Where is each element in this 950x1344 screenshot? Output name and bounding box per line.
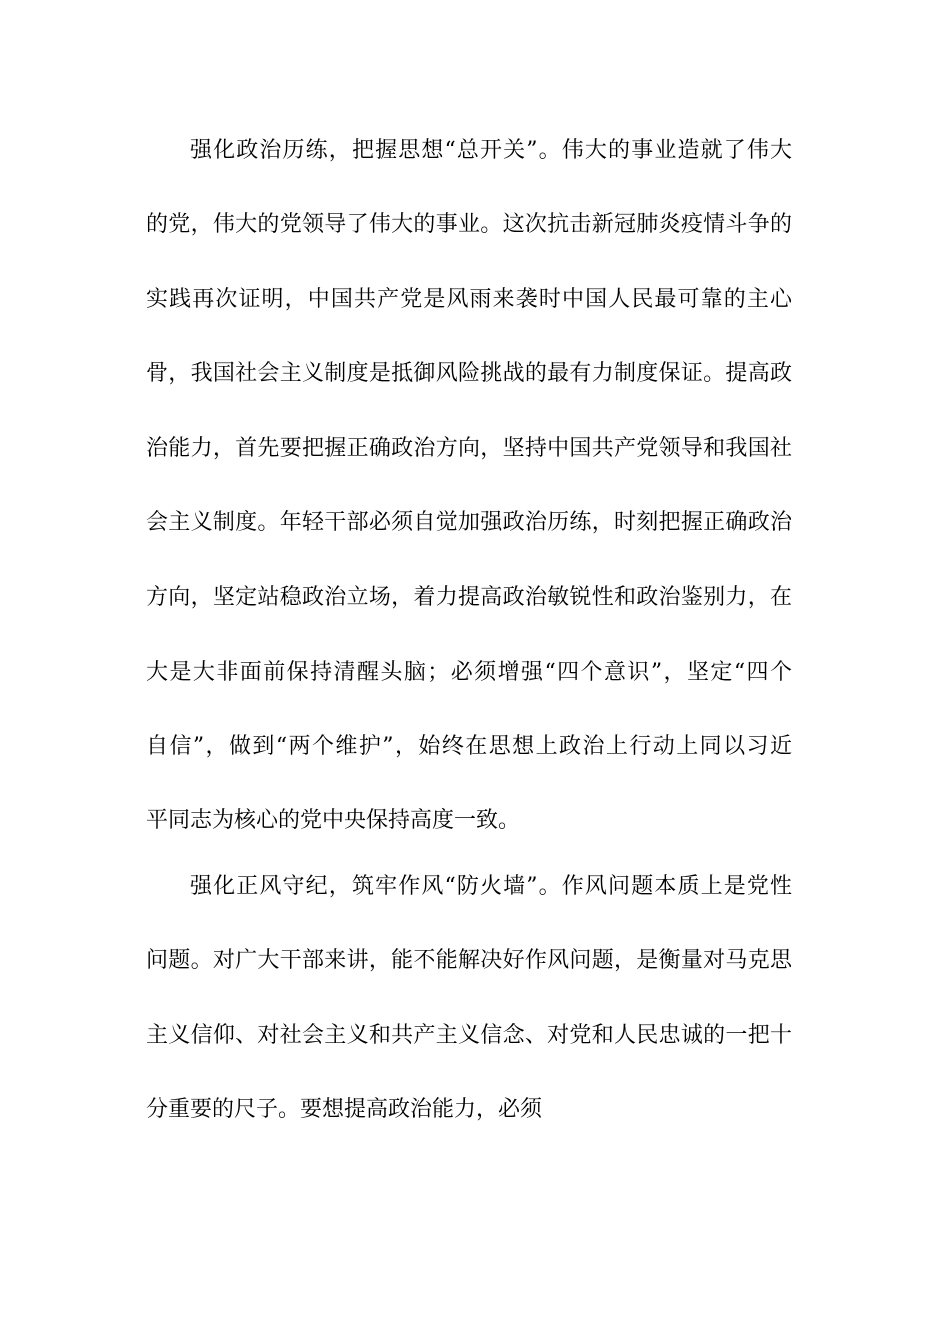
text-line: 强化政治历练，把握思想“总开关”。伟大的事业造就了伟大 <box>190 138 792 163</box>
text-line: 实践再次证明，中国共产党是风雨来袭时中国人民最可靠的主心 <box>146 287 792 312</box>
text-line: 分重要的尺子。要想提高政治能力，必须 <box>146 1097 543 1122</box>
text-line: 治能力，首先要把握正确政治方向，坚持中国共产党领导和我国社 <box>146 436 792 461</box>
text-line: 大是大非面前保持清醒头脑；必须增强“四个意识”，坚定“四个 <box>146 660 792 685</box>
text-line: 方向，坚定站稳政治立场，着力提高政治敏锐性和政治鉴别力，在 <box>146 585 792 610</box>
text-line: 强化正风守纪，筑牢作风“防火墙”。作风问题本质上是党性 <box>190 874 792 899</box>
text-line: 自信”，做到“两个维护”，始终在思想上政治上行动上同以习近 <box>146 734 792 759</box>
text-line: 会主义制度。年轻干部必须自觉加强政治历练，时刻把握正确政治 <box>146 510 792 535</box>
text-line: 问题。对广大干部来讲，能不能解决好作风问题，是衡量对马克思 <box>146 948 792 973</box>
text-line: 骨，我国社会主义制度是抵御风险挑战的最有力制度保证。提高政 <box>146 361 792 386</box>
text-line: 的党，伟大的党领导了伟大的事业。这次抗击新冠肺炎疫情斗争的 <box>146 212 792 237</box>
text-line: 主义信仰、对社会主义和共产主义信念、对党和人民忠诚的一把十 <box>146 1023 792 1048</box>
text-line: 平同志为核心的党中央保持高度一致。 <box>146 808 521 833</box>
